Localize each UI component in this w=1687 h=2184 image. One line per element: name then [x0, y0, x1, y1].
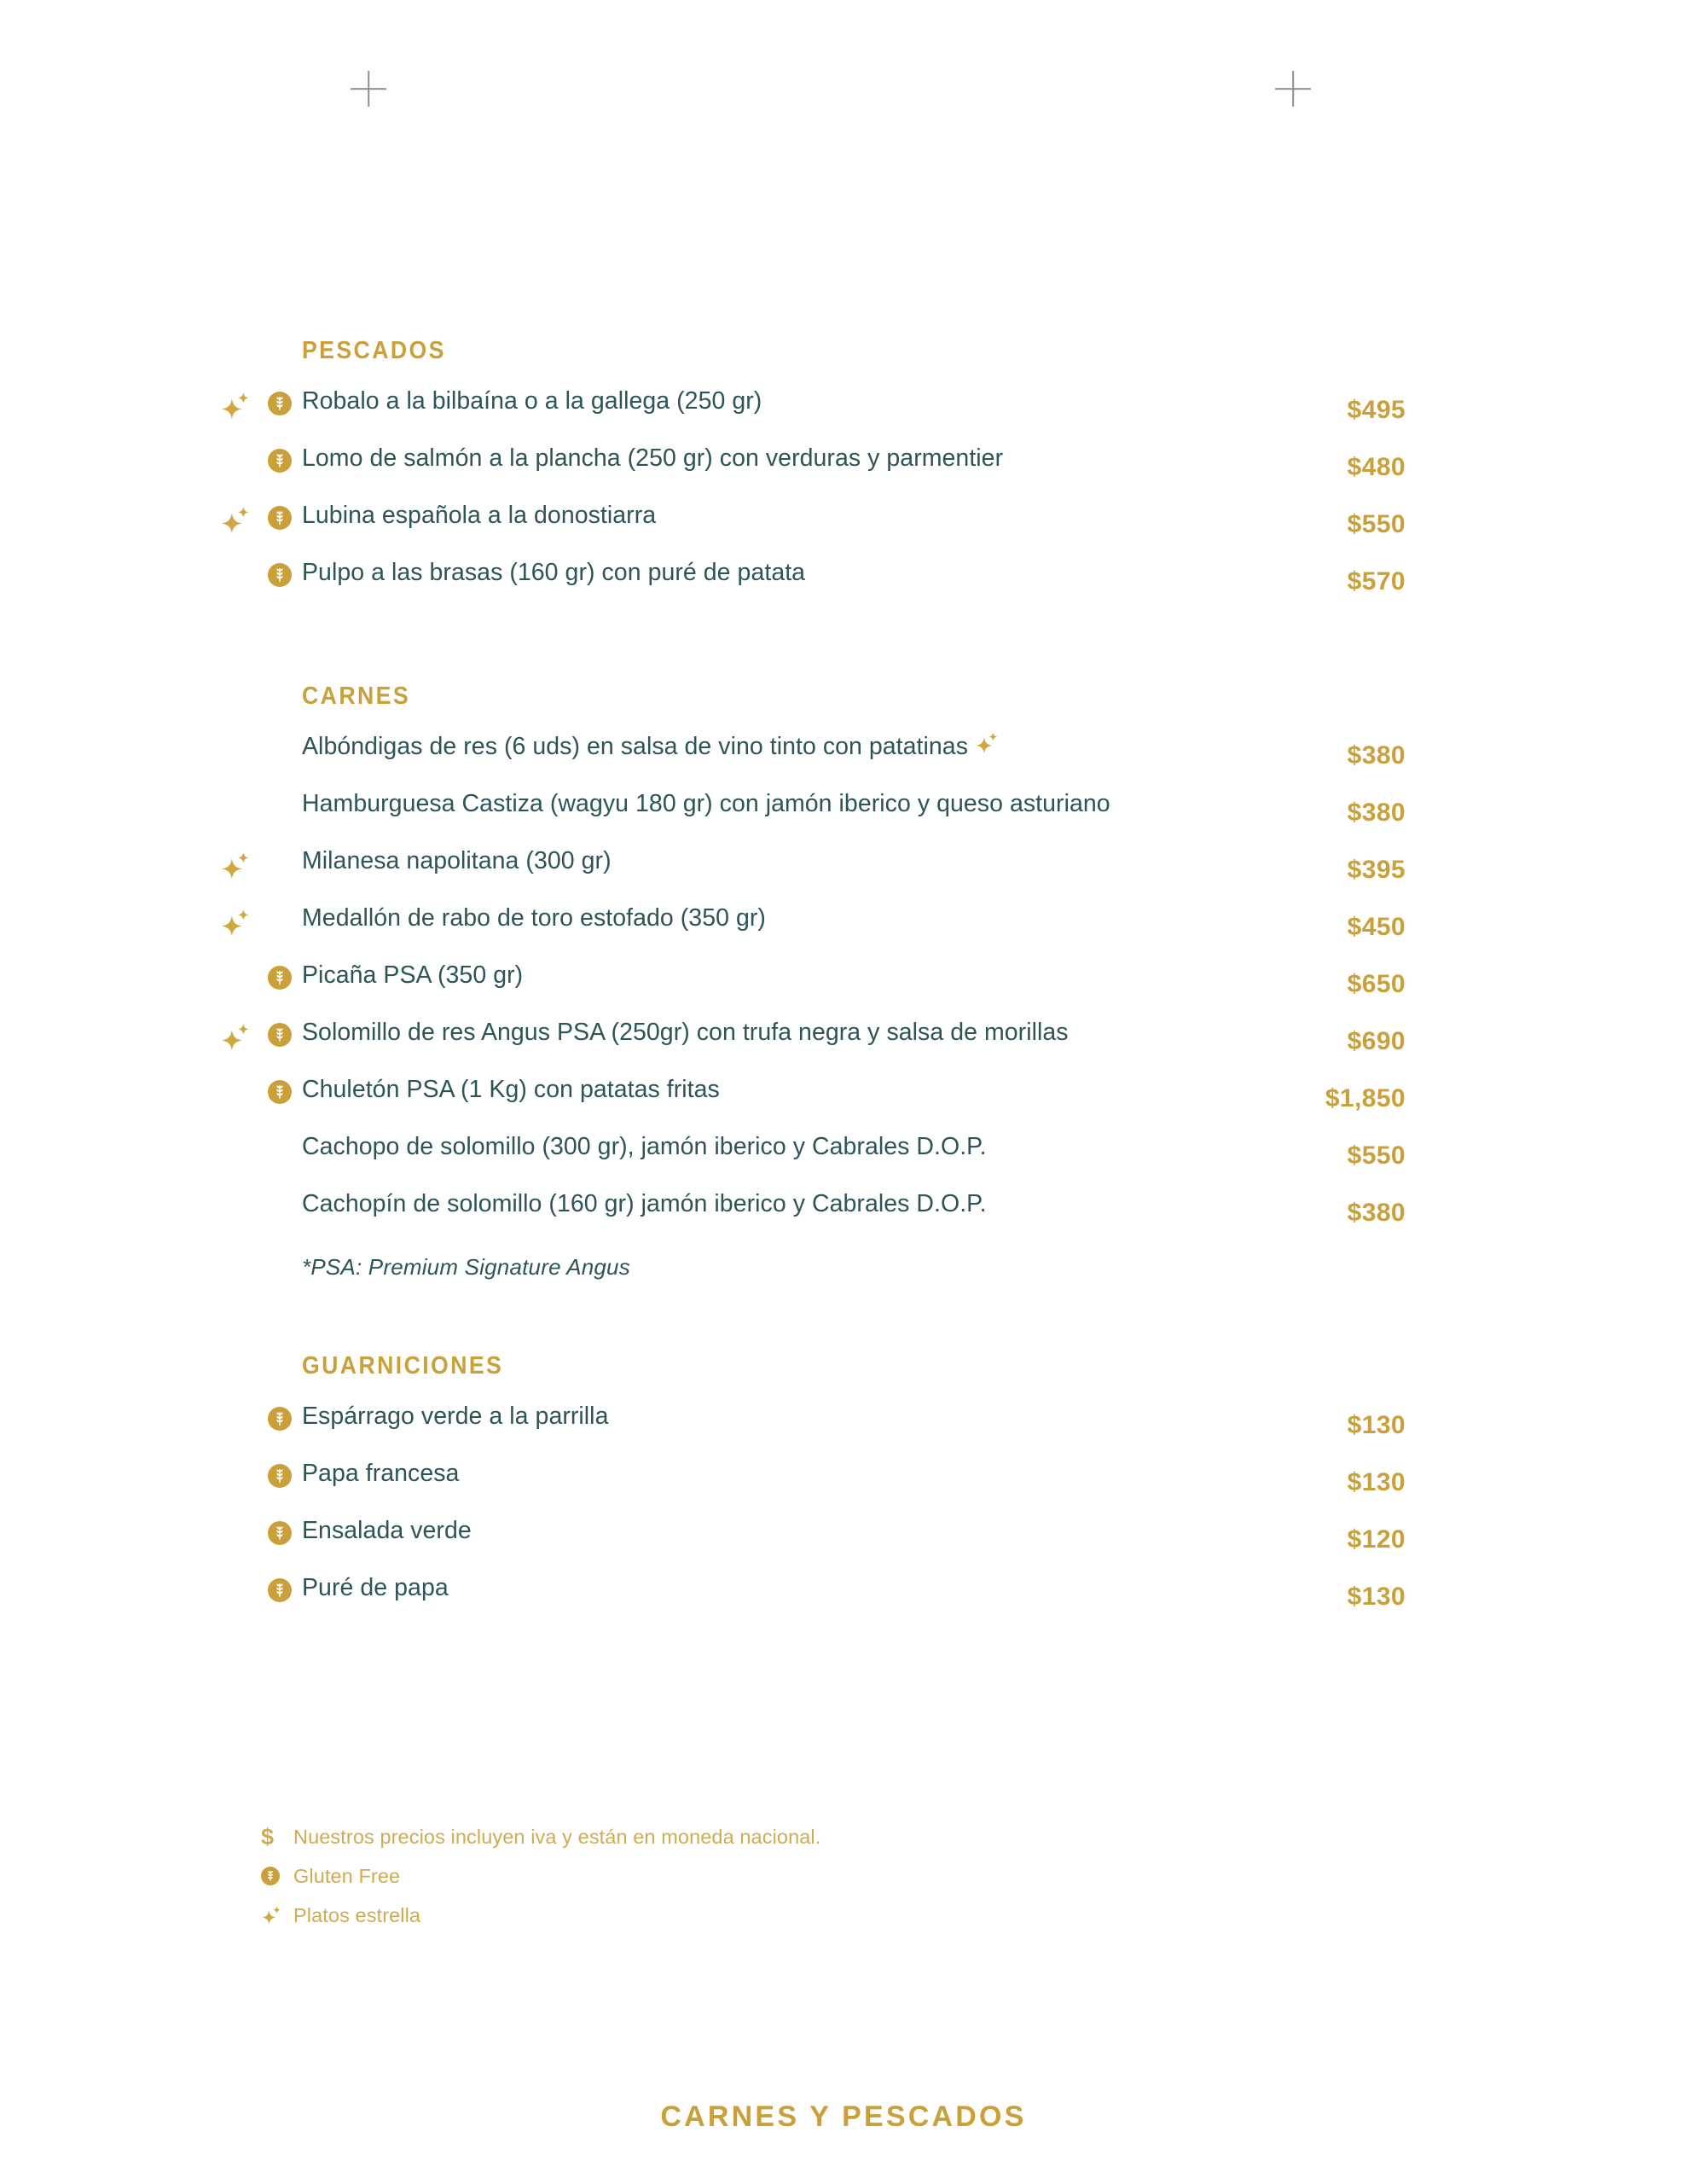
gluten-icon-slot	[268, 497, 302, 530]
page-footer-title: CARNES Y PESCADOS	[660, 2100, 1027, 2133]
star-icon	[220, 908, 252, 939]
legend-row	[261, 1856, 820, 1896]
section-note: *PSA: Premium Signature Angus	[302, 1254, 630, 1280]
gluten-icon-slot	[268, 1512, 302, 1545]
menu-item-price: $130	[1347, 1411, 1406, 1439]
menu-item-price: $130	[1347, 1583, 1406, 1611]
menu-item-name-text: Pulpo a las brasas (160 gr) con puré de patata	[302, 559, 806, 586]
gluten-free-icon	[268, 1407, 292, 1431]
menu-item-row	[220, 1512, 1406, 1569]
menu-item-price: $690	[1347, 1027, 1406, 1055]
menu-item-name-text: Lubina española a la donostiarra	[302, 502, 657, 529]
crop-mark-top-right-icon	[1275, 71, 1311, 107]
gluten-free-icon	[268, 392, 292, 415]
menu-item-price: $380	[1347, 741, 1406, 770]
star-icon-slot	[220, 497, 268, 537]
gluten-free-icon	[268, 1521, 292, 1545]
menu-item-name	[302, 956, 1235, 993]
menu-item-name-text: Chuletón PSA (1 Kg) con patatas fritas	[302, 1076, 720, 1103]
legend	[261, 1817, 820, 1935]
menu-item-price: $550	[1347, 1141, 1406, 1170]
gluten-icon-slot	[268, 728, 302, 737]
star-icon	[220, 1022, 252, 1054]
menu-item-name-text: Medallón de rabo de toro estofado (350 gr)	[302, 904, 766, 932]
menu-item-row	[220, 1569, 1406, 1626]
menu-item-name	[302, 1185, 1235, 1222]
star-icon	[261, 1905, 293, 1926]
menu-item-name	[302, 1397, 1235, 1434]
menu-item-price: $120	[1347, 1525, 1406, 1554]
star-icon-slot	[220, 1071, 268, 1079]
menu-item-price: $550	[1347, 510, 1406, 538]
menu-section-carnes	[220, 682, 1406, 1281]
menu-item-price: $395	[1347, 856, 1406, 884]
legend-row	[261, 1896, 820, 1935]
section-spacer	[220, 611, 1406, 682]
menu-item-name	[302, 497, 1235, 533]
gluten-icon-slot	[268, 1071, 302, 1104]
menu-item-name	[302, 1512, 1235, 1548]
menu-item-name-text: Papa francesa	[302, 1460, 460, 1487]
menu-item-price: $450	[1347, 913, 1406, 941]
menu-content	[220, 337, 1406, 1626]
menu-item-name	[302, 439, 1235, 476]
gluten-icon-slot	[268, 899, 302, 909]
star-icon-slot	[220, 382, 268, 422]
menu-item-price: $480	[1347, 453, 1406, 481]
menu-item-name-text: Ensalada verde	[302, 1517, 472, 1544]
menu-item-row	[220, 899, 1406, 956]
menu-item-name	[302, 728, 1235, 764]
menu-item-row	[220, 497, 1406, 554]
menu-item-name-text: Puré de papa	[302, 1574, 449, 1601]
gluten-free-icon	[268, 966, 292, 990]
menu-item-name	[302, 554, 1235, 590]
menu-section-pescados	[220, 337, 1406, 611]
section-heading: PESCADOS	[302, 337, 446, 364]
star-icon	[220, 391, 252, 422]
menu-item-name	[302, 1128, 1235, 1165]
menu-item-name	[302, 1071, 1235, 1107]
legend-label: Platos estrella	[293, 1903, 421, 1926]
menu-item-price: $495	[1347, 396, 1406, 424]
gluten-icon-slot	[268, 1569, 302, 1602]
menu-item-name-text: Picaña PSA (350 gr)	[302, 961, 524, 989]
menu-item-name-text: Robalo a la bilbaína o a la gallega (250 gr)	[302, 387, 762, 415]
menu-item-name	[302, 899, 1235, 936]
menu-item-price: $1,850	[1325, 1084, 1406, 1112]
star-icon	[261, 1905, 282, 1926]
menu-item-price: $570	[1347, 567, 1406, 595]
menu-item-row	[220, 1128, 1406, 1185]
menu-item-name	[302, 1569, 1235, 1606]
gluten-icon-slot	[268, 382, 302, 415]
menu-item-row	[220, 1014, 1406, 1071]
menu-section-guarniciones	[220, 1352, 1406, 1626]
star-icon-slot	[220, 1569, 268, 1577]
menu-item-row	[220, 439, 1406, 497]
star-icon	[220, 851, 252, 882]
gluten-free-icon	[268, 449, 292, 473]
menu-item-name-text: Hamburguesa Castiza (wagyu 180 gr) con jamón iberico y queso asturiano	[302, 790, 1110, 817]
menu-item-price: $650	[1347, 970, 1406, 998]
star-icon-slot	[220, 899, 268, 939]
star-icon-slot	[220, 842, 268, 882]
star-icon-slot	[220, 728, 268, 736]
menu-item-name	[302, 842, 1235, 879]
dollar-icon-glyph: $	[261, 1823, 275, 1850]
menu-item-row	[220, 1397, 1406, 1455]
menu-item-list	[220, 1397, 1406, 1626]
star-icon-slot	[220, 1185, 268, 1194]
legend-row	[261, 1817, 820, 1856]
gluten-free-icon	[268, 506, 292, 530]
gluten-icon-slot	[268, 1014, 302, 1047]
menu-item-list	[220, 382, 1406, 611]
star-icon-inline	[975, 731, 1000, 756]
gluten-icon-slot	[268, 785, 302, 794]
gluten-free-icon	[261, 1867, 280, 1885]
menu-item-name-text: Cachopín de solomillo (160 gr) jamón iberico y Cabrales D.O.P.	[302, 1190, 987, 1217]
gluten-icon-slot	[268, 439, 302, 473]
gluten-icon-slot	[268, 1185, 302, 1194]
star-icon-slot	[220, 1014, 268, 1054]
menu-item-name-text: Albóndigas de res (6 uds) en salsa de vino tinto con patatinas	[302, 733, 969, 760]
gluten-icon-slot	[268, 842, 302, 851]
gluten-free-icon	[261, 1867, 293, 1885]
menu-item-name	[302, 785, 1235, 822]
gluten-free-icon	[268, 1578, 292, 1602]
gluten-icon-slot	[268, 1128, 302, 1137]
menu-item-list	[220, 728, 1406, 1242]
menu-item-price: $130	[1347, 1468, 1406, 1496]
gluten-free-icon	[268, 1080, 292, 1104]
star-icon-slot	[220, 1397, 268, 1406]
menu-item-price: $380	[1347, 799, 1406, 827]
star-icon-slot	[220, 1512, 268, 1520]
menu-item-row	[220, 842, 1406, 899]
section-heading: GUARNICIONES	[302, 1352, 504, 1380]
section-heading: CARNES	[302, 682, 411, 710]
menu-item-row	[220, 785, 1406, 842]
gluten-icon-slot	[268, 1397, 302, 1431]
star-icon	[975, 731, 1000, 756]
menu-item-name	[302, 382, 1235, 419]
menu-item-name	[302, 1455, 1235, 1491]
menu-item-name	[302, 1014, 1235, 1050]
gluten-icon-slot	[268, 554, 302, 587]
star-icon-slot	[220, 1128, 268, 1136]
section-spacer	[220, 1281, 1406, 1352]
gluten-icon-slot	[268, 1455, 302, 1488]
menu-item-price: $380	[1347, 1199, 1406, 1227]
star-icon-slot	[220, 956, 268, 965]
gluten-icon-slot	[268, 956, 302, 990]
menu-item-name-text: Espárrago verde a la parrilla	[302, 1403, 609, 1430]
dollar-icon	[261, 1823, 293, 1850]
crop-mark-top-left-icon	[351, 71, 386, 107]
legend-label: Gluten Free	[293, 1864, 401, 1887]
menu-item-row	[220, 1455, 1406, 1512]
star-icon	[220, 505, 252, 537]
menu-item-name-text: Solomillo de res Angus PSA (250gr) con trufa negra y salsa de morillas	[302, 1019, 1069, 1046]
menu-item-row	[220, 382, 1406, 439]
star-icon-slot	[220, 439, 268, 448]
menu-item-row	[220, 554, 1406, 611]
menu-item-name-text: Milanesa napolitana (300 gr)	[302, 847, 612, 874]
menu-item-row	[220, 1185, 1406, 1242]
menu-item-row	[220, 728, 1406, 785]
gluten-free-icon	[268, 563, 292, 587]
menu-item-name-text: Lomo de salmón a la plancha (250 gr) con verduras y parmentier	[302, 444, 1004, 472]
star-icon-slot	[220, 785, 268, 793]
legend-label: Nuestros precios incluyen iva y están en moneda nacional.	[293, 1825, 821, 1848]
menu-item-name-text: Cachopo de solomillo (300 gr), jamón iberico y Cabrales D.O.P.	[302, 1133, 987, 1160]
gluten-free-icon	[268, 1023, 292, 1047]
star-icon-slot	[220, 1455, 268, 1463]
star-icon-slot	[220, 554, 268, 562]
menu-item-row	[220, 1071, 1406, 1128]
menu-item-row	[220, 956, 1406, 1014]
gluten-free-icon	[268, 1464, 292, 1488]
